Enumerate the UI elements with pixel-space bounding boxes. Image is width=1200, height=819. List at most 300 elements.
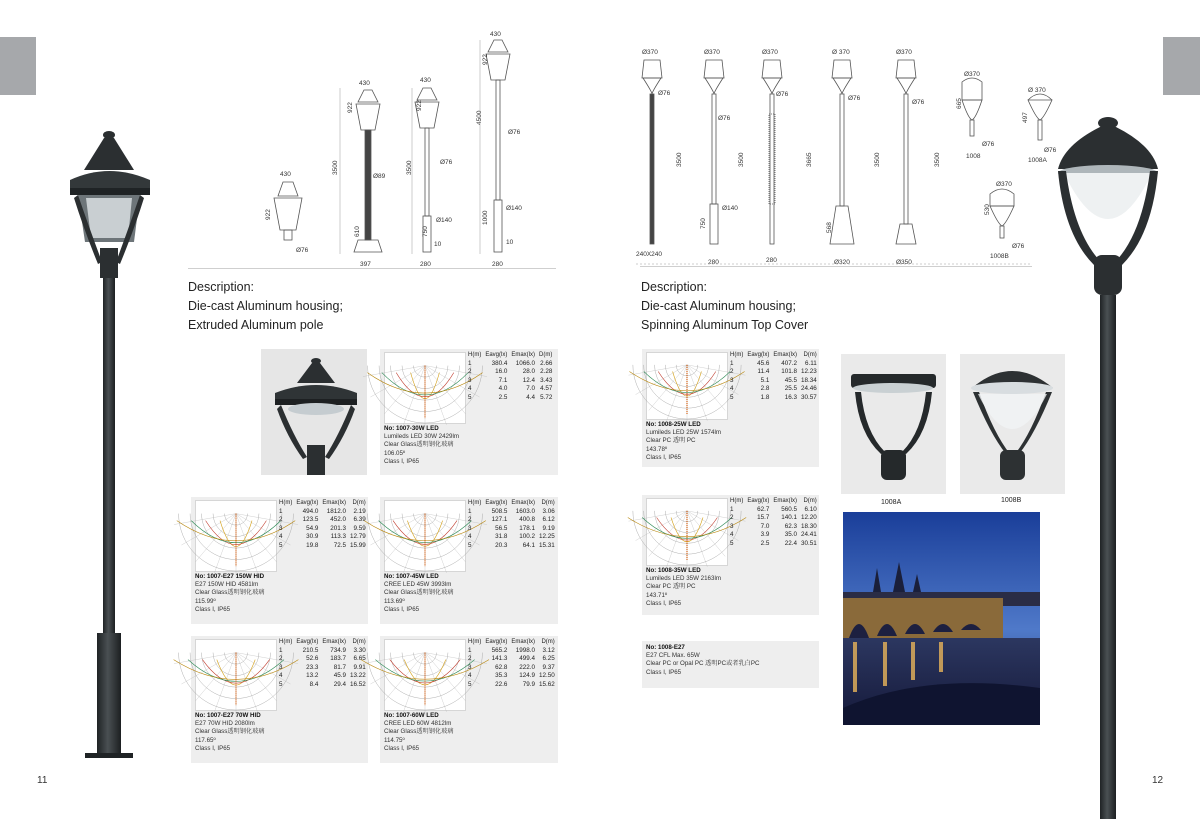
table-header-cell: Eavg(lx) xyxy=(296,639,319,645)
illuminance-table xyxy=(466,351,554,403)
product-photo-1007 xyxy=(261,349,367,475)
table-cell: 5.1 xyxy=(760,376,770,384)
drawing-1008-pole-1 xyxy=(642,60,662,244)
svg-text:Ø370: Ø370 xyxy=(642,49,658,56)
photo-caption-1008a: 1008A xyxy=(881,499,902,506)
card-spec-text xyxy=(646,567,721,608)
table-cell: 100.2 xyxy=(519,533,536,541)
table-header-cell: Emax(lx) xyxy=(511,352,536,358)
spec-line: Clear PC 透明 PC xyxy=(646,583,696,591)
svg-text:568: 568 xyxy=(826,222,833,233)
table-cell: 5 xyxy=(468,393,472,401)
table-header-cell: Emax(lx) xyxy=(773,352,798,358)
photometric-card-1008-25w xyxy=(642,349,819,467)
table-row xyxy=(277,533,368,542)
table-cell: 16.3 xyxy=(784,393,798,401)
table-cell: 45.6 xyxy=(757,359,770,367)
table-header-cell: Eavg(lx) xyxy=(747,498,770,504)
polar-distribution-diagram xyxy=(384,352,466,424)
table-header-cell: D(m) xyxy=(541,639,555,645)
table-cell: 52.6 xyxy=(306,655,319,663)
table-cell: 4.57 xyxy=(540,385,553,393)
table-cell: 4.4 xyxy=(526,393,536,401)
table-row xyxy=(728,394,819,403)
table-cell: 15.7 xyxy=(757,514,770,522)
table-row xyxy=(466,368,554,377)
table-cell: 1 xyxy=(279,507,283,515)
table-cell: 18.34 xyxy=(801,376,817,384)
table-cell: 101.8 xyxy=(781,368,798,376)
table-header-cell: Eavg(lx) xyxy=(485,500,508,506)
table-row xyxy=(728,385,819,394)
table-cell: 1 xyxy=(279,646,283,654)
table-cell: 400.8 xyxy=(519,516,536,524)
table-cell: 3 xyxy=(730,376,734,384)
table-cell: 494.0 xyxy=(302,507,319,515)
table-row xyxy=(466,525,557,534)
model-number: No: 1007-E27 150W HID xyxy=(195,573,265,580)
svg-text:Ø76: Ø76 xyxy=(296,247,309,254)
table-cell: 30.9 xyxy=(306,533,319,541)
table-cell: 12.79 xyxy=(350,533,366,541)
table-cell: 123.5 xyxy=(302,516,319,524)
table-cell: 18.30 xyxy=(801,522,817,530)
table-cell: 407.2 xyxy=(781,359,798,367)
svg-text:1000: 1000 xyxy=(482,210,489,225)
drawing-1008-pole-4 xyxy=(830,60,854,244)
table-row xyxy=(277,672,368,681)
table-cell: 124.9 xyxy=(519,672,536,680)
table-cell: 2 xyxy=(730,368,734,376)
card-spec-text xyxy=(195,573,264,614)
spec-line: 143.78º xyxy=(646,445,668,453)
svg-text:Ø370: Ø370 xyxy=(762,49,778,56)
svg-text:Ø76: Ø76 xyxy=(776,91,789,98)
polar-distribution-diagram xyxy=(195,639,277,711)
svg-text:Ø140: Ø140 xyxy=(722,205,738,212)
svg-text:Ø76: Ø76 xyxy=(1044,147,1057,154)
table-header-cell: H(m) xyxy=(468,500,482,506)
model-number: No: 1008-35W LED xyxy=(646,567,701,574)
table-row xyxy=(728,531,819,540)
svg-text:280: 280 xyxy=(766,257,777,264)
spec-line: Clear Glass透明钢化玻璃 xyxy=(195,728,265,736)
table-cell: 4 xyxy=(468,672,472,680)
svg-text:280: 280 xyxy=(492,261,503,268)
table-row xyxy=(728,506,819,515)
table-cell: 4.0 xyxy=(498,385,508,393)
svg-text:Ø320: Ø320 xyxy=(834,259,850,266)
table-row xyxy=(466,672,557,681)
spec-line: Clear Glass透明钢化玻璃 xyxy=(384,441,454,449)
svg-text:1008: 1008 xyxy=(966,153,981,160)
table-header-cell: Eavg(lx) xyxy=(485,639,508,645)
svg-text:497: 497 xyxy=(1022,112,1029,123)
polar-distribution-diagram xyxy=(646,352,728,420)
table-cell: 13.22 xyxy=(350,672,366,680)
drawing-1007-d xyxy=(486,40,510,252)
table-cell: 1 xyxy=(730,505,734,513)
table-cell: 2 xyxy=(279,516,283,524)
photometric-card-1007-60w xyxy=(380,636,558,763)
table-cell: 508.5 xyxy=(491,507,508,515)
svg-text:665: 665 xyxy=(956,98,963,109)
photometric-card-1007-70w xyxy=(191,636,368,763)
table-header-cell: Eavg(lx) xyxy=(296,500,319,506)
table-header-cell: H(m) xyxy=(730,352,744,358)
table-row xyxy=(466,516,557,525)
svg-text:922: 922 xyxy=(416,100,423,111)
table-row xyxy=(466,681,557,690)
table-cell: 35.3 xyxy=(495,672,508,680)
spec-line: E27 CFL Max. 65W xyxy=(646,652,700,660)
spec-line: Class I, IP65 xyxy=(384,744,420,752)
table-cell: 178.1 xyxy=(519,524,536,532)
svg-text:3500: 3500 xyxy=(934,152,941,167)
table-cell: 35.0 xyxy=(784,531,798,539)
spec-line: Class I, IP65 xyxy=(646,599,682,607)
svg-text:280: 280 xyxy=(420,261,431,268)
table-cell: 23.3 xyxy=(306,663,319,671)
svg-text:922: 922 xyxy=(347,102,354,113)
polar-distribution-diagram xyxy=(195,500,277,572)
table-cell: 380.4 xyxy=(491,359,508,367)
table-cell: 24.41 xyxy=(801,531,817,539)
table-cell: 15.99 xyxy=(350,541,366,549)
table-header-cell: Eavg(lx) xyxy=(485,352,508,358)
table-row xyxy=(466,533,557,542)
svg-text:3500: 3500 xyxy=(332,160,339,175)
table-cell: 4 xyxy=(279,533,283,541)
table-cell: 2 xyxy=(468,655,472,663)
table-cell: 3.43 xyxy=(540,376,553,384)
table-cell: 1603.0 xyxy=(515,507,536,515)
photometric-card-1007-45w xyxy=(380,497,558,624)
svg-text:Ø140: Ø140 xyxy=(506,205,522,212)
spec-line: CREE LED 60W 4812lm xyxy=(384,720,452,728)
table-cell: 2 xyxy=(279,655,283,663)
drawing-1008-pole-5 xyxy=(896,60,916,244)
table-cell: 15.31 xyxy=(539,541,555,549)
svg-text:430: 430 xyxy=(359,80,370,87)
table-row xyxy=(466,655,557,664)
spec-line: 143.71º xyxy=(646,591,668,599)
illuminance-table xyxy=(277,638,368,690)
table-row xyxy=(728,540,819,549)
table-cell: 1 xyxy=(468,507,472,515)
table-cell: 201.3 xyxy=(330,524,347,532)
illuminance-table xyxy=(728,351,819,403)
table-cell: 183.7 xyxy=(330,655,347,663)
svg-text:530: 530 xyxy=(984,204,991,215)
table-cell: 210.5 xyxy=(302,646,319,654)
svg-text:Ø76: Ø76 xyxy=(718,115,731,122)
table-cell: 62.7 xyxy=(757,505,770,513)
table-cell: 734.9 xyxy=(330,646,347,654)
table-cell: 4 xyxy=(730,385,734,393)
table-cell: 2 xyxy=(468,368,472,376)
table-header-cell: Emax(lx) xyxy=(511,500,536,506)
spec-line: 114.75º xyxy=(384,736,405,744)
table-cell: 7.0 xyxy=(526,385,536,393)
right-page-tab xyxy=(1163,37,1200,95)
svg-text:4500: 4500 xyxy=(476,110,483,125)
table-header-cell: Eavg(lx) xyxy=(747,352,770,358)
svg-text:3665: 3665 xyxy=(806,152,813,167)
svg-text:3500: 3500 xyxy=(738,152,745,167)
right-description-heading: Description: xyxy=(641,280,707,294)
spec-line: Lumileds LED 25W 1574lm xyxy=(646,429,721,437)
table-cell: 5 xyxy=(468,541,472,549)
left-lamp-post-illustration xyxy=(60,130,160,775)
right-lamp-post-illustration xyxy=(1050,115,1165,819)
table-cell: 1066.0 xyxy=(515,359,536,367)
polar-distribution-diagram xyxy=(384,500,466,572)
polar-distribution-diagram xyxy=(646,498,728,566)
table-cell: 64.1 xyxy=(522,541,536,549)
table-cell: 4 xyxy=(279,672,283,680)
right-description-line: Spinning Aluminum Top Cover xyxy=(641,318,809,332)
svg-text:922: 922 xyxy=(482,54,489,65)
table-cell: 1.8 xyxy=(760,393,770,401)
table-row xyxy=(728,514,819,523)
model-number: No: 1008-25W LED xyxy=(646,421,701,428)
svg-text:430: 430 xyxy=(280,171,291,178)
spec-line: Lumileds LED 35W 2163lm xyxy=(646,575,721,583)
drawing-1008a xyxy=(1028,94,1052,140)
spec-line: Clear Glass透明钢化玻璃 xyxy=(384,589,454,597)
table-cell: 29.4 xyxy=(333,680,347,688)
table-cell: 12.4 xyxy=(522,376,536,384)
table-cell: 5 xyxy=(279,541,283,549)
table-cell: 19.8 xyxy=(306,541,319,549)
table-cell: 7.0 xyxy=(760,522,770,530)
spec-line: 106.05º xyxy=(384,449,406,457)
table-cell: 31.8 xyxy=(495,533,508,541)
table-cell: 3 xyxy=(468,376,472,384)
svg-text:Ø76: Ø76 xyxy=(982,141,995,148)
svg-text:3500: 3500 xyxy=(406,160,413,175)
left-page-tab xyxy=(0,37,36,95)
spec-line: Clear Glass透明钢化玻璃 xyxy=(384,728,454,736)
table-cell: 6.11 xyxy=(804,359,817,367)
table-cell: 3 xyxy=(279,663,283,671)
left-description xyxy=(188,278,343,335)
model-number: No: 1008-E27 xyxy=(646,644,685,651)
svg-text:Ø370: Ø370 xyxy=(964,71,980,78)
table-row xyxy=(277,508,368,517)
table-cell: 16.52 xyxy=(350,680,366,688)
table-cell: 1 xyxy=(468,359,472,367)
svg-text:240X240: 240X240 xyxy=(636,251,663,258)
table-cell: 5 xyxy=(468,680,472,688)
table-row xyxy=(277,525,368,534)
table-cell: 4 xyxy=(730,531,734,539)
svg-text:430: 430 xyxy=(490,31,501,38)
spec-line: Class I, IP65 xyxy=(195,744,231,752)
svg-text:Ø350: Ø350 xyxy=(896,259,912,266)
svg-text:Ø76: Ø76 xyxy=(1012,243,1025,250)
svg-text:10: 10 xyxy=(506,239,514,246)
spec-line: Clear Glass透明钢化玻璃 xyxy=(195,589,265,597)
night-bridge-photo xyxy=(843,512,1040,725)
table-header-cell: Emax(lx) xyxy=(322,639,347,645)
spec-line: Clear PC or Opal PC 透明PC或者乳白PC xyxy=(646,660,760,668)
table-cell: 5.72 xyxy=(540,393,553,401)
drawing-1008-pole-3 xyxy=(762,60,782,244)
table-cell: 499.4 xyxy=(519,655,536,663)
table-row xyxy=(466,542,557,551)
table-cell: 113.3 xyxy=(330,533,347,541)
drawing-1008 xyxy=(962,78,982,136)
table-cell: 2.19 xyxy=(353,507,366,515)
spec-line: Lumileds LED 30W 2429lm xyxy=(384,433,459,441)
svg-text:Ø 370: Ø 370 xyxy=(1028,87,1046,94)
illuminance-table xyxy=(728,497,819,549)
table-cell: 6.10 xyxy=(804,505,817,513)
drawing-1008b xyxy=(990,189,1014,238)
table-cell: 79.9 xyxy=(522,680,536,688)
table-cell: 141.3 xyxy=(491,655,508,663)
model-number: No: 1007-30W LED xyxy=(384,425,439,432)
table-header-cell: H(m) xyxy=(279,500,293,506)
table-cell: 2.28 xyxy=(540,368,553,376)
table-cell: 6.39 xyxy=(353,516,366,524)
model-number: No: 1007-E27 70W HID xyxy=(195,712,261,719)
table-row xyxy=(728,377,819,386)
card-spec-text xyxy=(646,644,759,677)
table-header-cell: D(m) xyxy=(803,352,817,358)
spec-line: E27 70W HID 2080lm xyxy=(195,720,255,728)
table-cell: 12.23 xyxy=(801,368,817,376)
table-cell: 3.9 xyxy=(760,531,770,539)
table-header-cell: H(m) xyxy=(730,498,744,504)
table-row xyxy=(277,664,368,673)
right-description-line: Die-cast Aluminum housing; xyxy=(641,299,796,313)
table-cell: 13.2 xyxy=(306,672,319,680)
table-cell: 5 xyxy=(730,539,734,547)
table-cell: 7.1 xyxy=(498,376,508,384)
svg-text:610: 610 xyxy=(354,226,361,237)
table-cell: 62.8 xyxy=(495,663,508,671)
table-cell: 30.51 xyxy=(801,539,817,547)
table-cell: 62.3 xyxy=(784,522,798,530)
spec-line: CREE LED 45W 3993lm xyxy=(384,581,452,589)
table-cell: 5 xyxy=(730,393,734,401)
drawing-1007-head xyxy=(274,182,302,240)
table-cell: 1812.0 xyxy=(326,507,347,515)
table-header-cell: D(m) xyxy=(352,500,366,506)
right-divider xyxy=(640,266,1032,267)
svg-text:3500: 3500 xyxy=(676,152,683,167)
svg-text:3500: 3500 xyxy=(874,152,881,167)
table-cell: 9.59 xyxy=(353,524,366,532)
table-cell: 4 xyxy=(468,533,472,541)
spec-line: Class I, IP65 xyxy=(384,457,420,465)
table-cell: 54.9 xyxy=(306,524,319,532)
table-header-cell: H(m) xyxy=(279,639,293,645)
table-row xyxy=(277,542,368,551)
left-description-line: Extruded Aluminum pole xyxy=(188,318,324,332)
svg-text:Ø76: Ø76 xyxy=(658,90,671,97)
table-cell: 6.65 xyxy=(353,655,366,663)
left-divider xyxy=(188,268,556,269)
card-spec-text xyxy=(646,421,721,462)
table-row xyxy=(277,647,368,656)
table-cell: 12.20 xyxy=(801,514,817,522)
table-cell: 72.5 xyxy=(333,541,347,549)
table-cell: 9.19 xyxy=(542,524,555,532)
spec-line: 115.99º xyxy=(195,597,216,605)
table-header-cell: H(m) xyxy=(468,352,482,358)
table-cell: 3 xyxy=(468,524,472,532)
table-row xyxy=(466,377,554,386)
table-row xyxy=(277,516,368,525)
photometric-card-1007-150w xyxy=(191,497,368,624)
svg-text:280: 280 xyxy=(708,259,719,266)
right-dimension-drawings xyxy=(630,42,1057,272)
svg-text:Ø89: Ø89 xyxy=(373,173,386,180)
svg-text:10: 10 xyxy=(434,241,442,248)
table-row xyxy=(728,360,819,369)
table-cell: 3 xyxy=(468,663,472,671)
table-row xyxy=(728,523,819,532)
table-header-cell: Emax(lx) xyxy=(322,500,347,506)
card-spec-text xyxy=(384,712,453,753)
model-number: No: 1007-60W LED xyxy=(384,712,439,719)
svg-text:1008A: 1008A xyxy=(1028,157,1047,164)
table-cell: 2 xyxy=(468,516,472,524)
left-description-line: Die-cast Aluminum housing; xyxy=(188,299,343,313)
svg-text:430: 430 xyxy=(420,77,431,84)
photometric-card-1007-30w xyxy=(380,349,558,475)
spec-line: 113.69º xyxy=(384,597,405,605)
model-number: No: 1007-45W LED xyxy=(384,573,439,580)
illuminance-table xyxy=(466,638,557,690)
table-header-cell: H(m) xyxy=(468,639,482,645)
left-page-number: 11 xyxy=(37,775,48,786)
table-cell: 2 xyxy=(730,514,734,522)
svg-text:1008B: 1008B xyxy=(990,253,1009,260)
polar-distribution-diagram xyxy=(384,639,466,711)
svg-text:Ø140: Ø140 xyxy=(436,217,452,224)
table-cell: 9.37 xyxy=(542,663,555,671)
svg-text:Ø76: Ø76 xyxy=(440,159,453,166)
table-header-cell: D(m) xyxy=(541,500,555,506)
table-cell: 2.5 xyxy=(498,393,508,401)
svg-text:Ø76: Ø76 xyxy=(848,95,861,102)
svg-text:922: 922 xyxy=(265,209,272,220)
table-cell: 20.3 xyxy=(495,541,508,549)
table-cell: 1 xyxy=(730,359,734,367)
table-cell: 3.30 xyxy=(353,646,366,654)
svg-text:Ø76: Ø76 xyxy=(912,99,925,106)
spec-line: 117.65º xyxy=(195,736,216,744)
table-row xyxy=(728,368,819,377)
spec-line: Clear PC 透明 PC xyxy=(646,437,696,445)
right-description xyxy=(641,278,808,335)
illuminance-table xyxy=(277,499,368,551)
table-cell: 45.9 xyxy=(333,672,347,680)
table-cell: 25.5 xyxy=(784,385,798,393)
table-row xyxy=(277,681,368,690)
card-spec-text xyxy=(384,573,453,614)
table-header-cell: D(m) xyxy=(352,639,366,645)
table-cell: 5 xyxy=(279,680,283,688)
table-cell: 12.50 xyxy=(539,672,555,680)
table-cell: 22.6 xyxy=(495,680,508,688)
table-cell: 1998.0 xyxy=(515,646,536,654)
